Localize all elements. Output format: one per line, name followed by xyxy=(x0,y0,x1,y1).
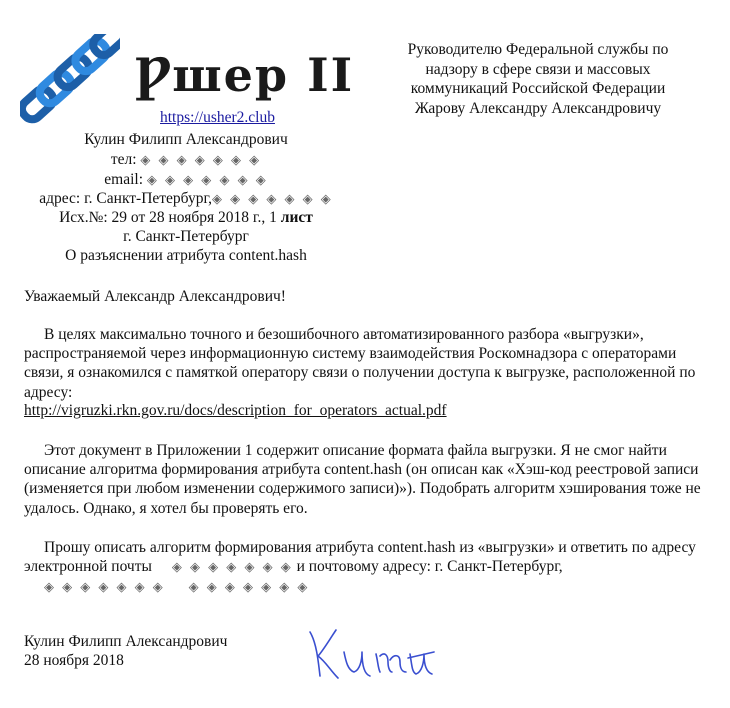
site-link[interactable]: https://usher2.club xyxy=(160,109,275,126)
paragraph-1-text: В целях максимально точного и безошибочного автоматизированного разбора «выгрузки», распространяемой через информационную систему взаимодействия Роскомнадзора с операторами связи, я ознакомился с памяткой оператору связи о получении доступа к выгрузке, расположенной по адресу: xyxy=(24,326,696,401)
chain-logo-icon xyxy=(20,34,120,124)
paragraph-2-text: Этот документ в Приложении 1 содержит описание формата файла выгрузки. Я не смог найти описание алгоритма формирования атрибута content.hash (он описан как «Хэш-код реестровой записи (изменяется при любом изменении содержимого записи)»). Подобрать алгоритм хэширования тоже не удалось. Однако, я хотел бы проверять его. xyxy=(24,442,701,517)
addressee-line: Жарову Александру Александровичу xyxy=(414,99,662,117)
addressee-line: надзору в сфере связи и массовых xyxy=(425,60,651,78)
address-label: адрес: г. Санкт-Петербург, xyxy=(39,190,212,207)
addressee-line: Руководителю Федеральной службы по xyxy=(407,41,669,58)
redacted-phone: ◈ ◈ ◈ ◈ ◈ ◈ ◈ xyxy=(140,152,262,168)
footer-date: 28 ноября 2018 xyxy=(24,652,124,669)
redacted-email: ◈ ◈ ◈ ◈ ◈ ◈ ◈ xyxy=(146,172,268,188)
paragraph-3-text-cont: и почтовому адресу: г. Санкт-Петербург, xyxy=(292,558,563,576)
letter-subject: О разъяснении атрибута content.hash xyxy=(65,247,307,264)
brand-title: Ƿшер II xyxy=(134,48,355,102)
sender-name: Кулин Филипп Александрович xyxy=(84,131,288,148)
paragraph-1 xyxy=(24,325,704,402)
redacted-postal-address: ◈ ◈ ◈ ◈ ◈ ◈ ◈ xyxy=(44,580,165,596)
redacted-postal-address-2: ◈ ◈ ◈ ◈ ◈ ◈ ◈ xyxy=(188,580,310,596)
redacted-address: ◈ ◈ ◈ ◈ ◈ ◈ ◈ xyxy=(211,191,333,207)
addressee-line: коммуникаций Российской Федерации xyxy=(410,80,666,97)
phone-label: тел: xyxy=(110,151,141,168)
document-link[interactable]: http://vigruzki.rkn.gov.ru/docs/description_for_operators_actual.pdf xyxy=(24,402,447,419)
handwritten-signature xyxy=(296,618,446,688)
footer-name: Кулин Филипп Александрович xyxy=(24,633,228,650)
paragraph-1-link-line xyxy=(24,402,447,420)
paragraph-2 xyxy=(24,441,704,518)
reference-text: Исх.№: 29 от 28 ноября 2018 г., 1 xyxy=(59,209,281,226)
reference-bold: лист xyxy=(280,209,313,226)
email-label: email: xyxy=(104,171,147,188)
sender-email xyxy=(0,171,372,189)
sender-phone xyxy=(0,151,372,169)
redacted-email-body: ◈ ◈ ◈ ◈ ◈ ◈ ◈ xyxy=(171,560,293,576)
addressee-block xyxy=(388,40,688,118)
greeting: Уважаемый Александр Александрович! xyxy=(24,288,286,305)
paragraph-3 xyxy=(24,538,704,597)
sender-city: г. Санкт-Петербург xyxy=(123,228,249,245)
sender-address xyxy=(0,190,372,208)
document-reference xyxy=(0,209,372,227)
paragraph-3-text: Прошу описать алгоритм формирования атрибута content.hash из «выгрузки» и ответить по адресу электронной почты xyxy=(24,539,696,576)
